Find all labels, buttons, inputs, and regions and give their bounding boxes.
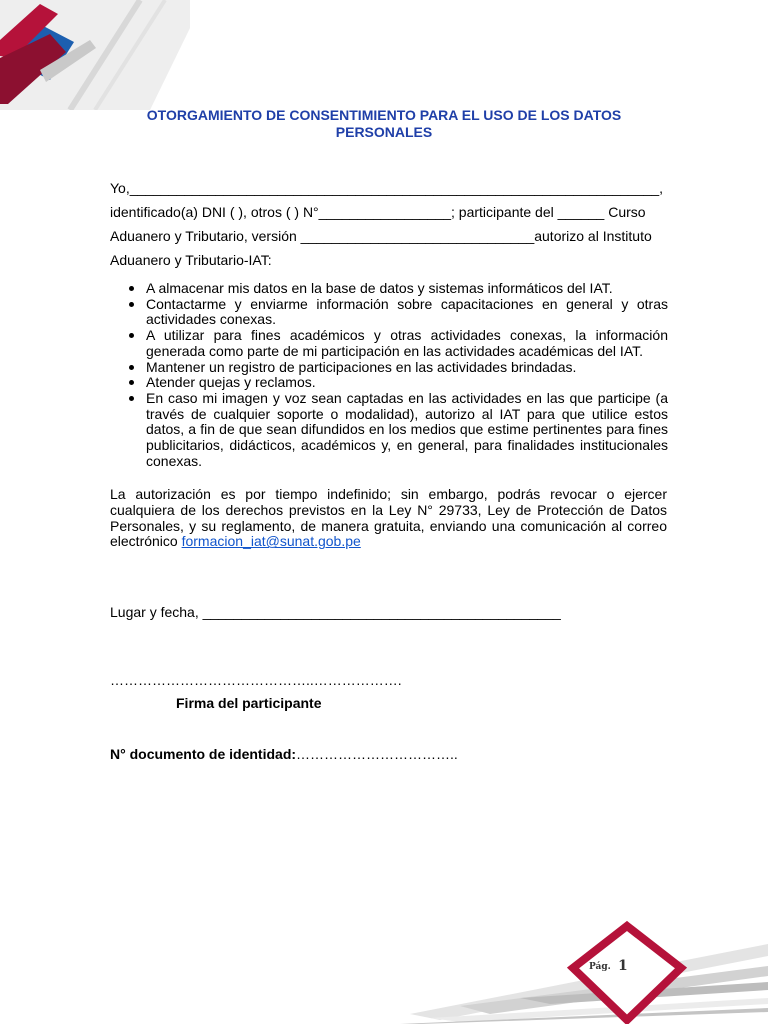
footer-page-decoration (400, 920, 768, 1024)
place-date-field: Lugar y fecha, ______________________________________________ (110, 604, 561, 620)
corner-logo-decoration (0, 0, 190, 110)
list-item: Mantener un registro de participaciones en las actividades brindadas. (128, 360, 668, 376)
list-item: Contactarme y enviarme información sobre capacitaciones en general y otras actividades conexas. (128, 297, 668, 328)
list-item: En caso mi imagen y voz sean captadas en las actividades en las que participe (a través de cualquier soporte o modalidad), autorizo al IAT para que utilice estos datos, a fin de que sean difundidos en los medios que estime pertinentes para fines publicitarios, didácticos, académicos y, en general, para finalidades institucionales conexas. (128, 391, 668, 470)
intro-line-name: Yo,____________________________________________________________________, (110, 180, 664, 196)
document-id-field (110, 746, 458, 762)
signature-line: ……………………………………..………………. (110, 672, 402, 688)
document-title: OTORGAMIENTO DE CONSENTIMIENTO PARA EL USO DE LOS DATOS PERSONALES (146, 107, 622, 140)
page-number: 1 (618, 958, 628, 974)
authorization-paragraph (110, 487, 667, 550)
intro-line-dni: identificado(a) DNI ( ), otros ( ) N°_________________; participante del ______ Curso (110, 204, 646, 220)
email-link[interactable]: formacion_iat@sunat.gob.pe (181, 533, 361, 550)
signature-label: Firma del participante (176, 695, 322, 711)
authorization-list (128, 281, 668, 469)
document-id-dots: …………………………….. (296, 746, 458, 762)
document-id-label: N° documento de identidad: (110, 746, 297, 762)
page-label: Pág. (589, 962, 611, 972)
authorization-text: La autorización es por tiempo indefinido; sin embargo, podrás revocar o ejercer cualquiera de los derechos previstos en la Ley N° 29733, Ley de Protección de Datos Personales, y su reglamento, de manera gratuita, enviando una comunicación al correo electrónico (110, 486, 667, 550)
intro-line-iat: Aduanero y Tributario-IAT: (110, 252, 272, 268)
list-item: A almacenar mis datos en la base de datos y sistemas informáticos del IAT. (128, 281, 668, 297)
intro-line-version: Aduanero y Tributario, versión ______________________________autorizo al Instituto (110, 228, 652, 244)
list-item: A utilizar para fines académicos y otras actividades conexas, la información generada como parte de mi participación en las actividades académicas del IAT. (128, 328, 668, 359)
intro-block (110, 176, 667, 272)
list-item: Atender quejas y reclamos. (128, 375, 668, 391)
